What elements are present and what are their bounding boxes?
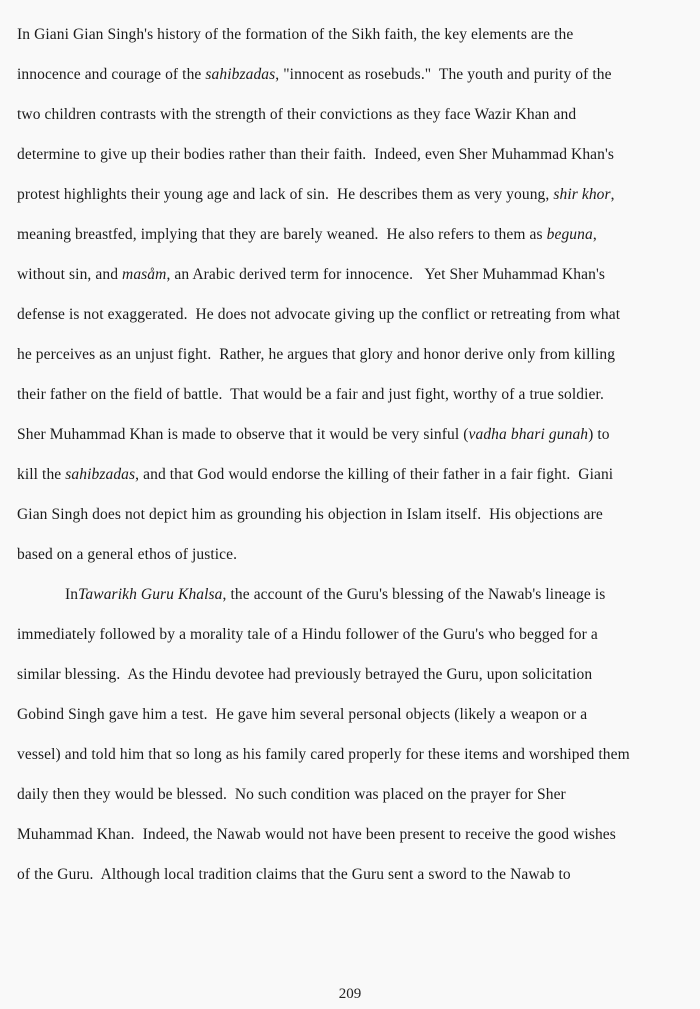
- text-line: [17, 215, 697, 255]
- text-line: [17, 615, 697, 655]
- text-line: [17, 855, 697, 895]
- text-run: In Giani Gian Singh's history of the formation of the Sikh faith, the key elements are the: [17, 26, 574, 43]
- text-run: , and that God would endorse the killing of their father in a fair fight. Giani: [135, 466, 614, 483]
- text-run: In: [65, 586, 79, 603]
- page-text: [17, 15, 697, 895]
- text-line: [17, 95, 697, 135]
- text-line: [17, 575, 697, 615]
- text-line: [17, 255, 697, 295]
- text-line: [17, 175, 697, 215]
- paragraph-2: [17, 575, 697, 895]
- text-line: [17, 535, 697, 575]
- text-line: [17, 495, 697, 535]
- text-line: [17, 55, 697, 95]
- text-run: ,: [610, 186, 615, 203]
- text-run: , the account of the Guru's blessing of the Nawab's lineage is: [222, 586, 606, 603]
- text-line: [17, 375, 697, 415]
- text-run: vessel) and told him that so long as his family cared properly for these items and worshiped them: [17, 746, 630, 763]
- text-run: ) to: [588, 426, 610, 443]
- text-run: determine to give up their bodies rather than their faith. Indeed, even Sher Muhammad Khan's: [17, 146, 615, 163]
- text-run: he perceives as an unjust fight. Rather, he argues that glory and honor derive only from killing: [17, 346, 616, 363]
- text-run: of the Guru. Although local tradition claims that the Guru sent a sword to the Nawab to: [17, 866, 571, 883]
- text-run: ,: [592, 226, 597, 243]
- text-line: [17, 135, 697, 175]
- text-run: their father on the field of battle. That would be a fair and just fight, worthy of a true soldier.: [17, 386, 604, 403]
- text-line: [17, 735, 697, 775]
- text-run: Muhammad Khan. Indeed, the Nawab would not have been present to receive the good wishes: [17, 826, 616, 843]
- text-line: [17, 335, 697, 375]
- italic-term: Tawarikh Guru Khalsa: [78, 586, 223, 603]
- text-run: without sin, and: [17, 266, 123, 283]
- text-run: Gian Singh does not depict him as grounding his objection in Islam itself. His objections are: [17, 506, 603, 523]
- text-run: kill the: [17, 466, 66, 483]
- text-line: [17, 415, 697, 455]
- text-run: based on a general ethos of justice.: [17, 546, 238, 563]
- text-run: Sher Muhammad Khan is made to observe that it would be very sinful (: [17, 426, 469, 443]
- italic-term: vadha bhari gunah: [468, 426, 589, 443]
- text-run: meaning breastfed, implying that they are barely weaned. He also refers to them as: [17, 226, 547, 243]
- text-run: , "innocent as rosebuds." The youth and purity of the: [275, 66, 612, 83]
- text-run: Gobind Singh gave him a test. He gave him several personal objects (likely a weapon or a: [17, 706, 588, 723]
- italic-term: beguna: [546, 226, 593, 243]
- italic-term: shir khor: [553, 186, 611, 203]
- text-run: daily then they would be blessed. No such condition was placed on the prayer for Sher: [17, 786, 566, 803]
- text-run: protest highlights their young age and lack of sin. He describes them as very young,: [17, 186, 554, 203]
- text-line: [17, 775, 697, 815]
- italic-term: sahibzadas: [65, 466, 136, 483]
- paragraph-1: [17, 15, 697, 575]
- text-run: similar blessing. As the Hindu devotee had previously betrayed the Guru, upon solicitation: [17, 666, 593, 683]
- text-line: [17, 815, 697, 855]
- text-line: [17, 695, 697, 735]
- text-run: innocence and courage of the: [17, 66, 206, 83]
- text-run: , an Arabic derived term for innocence. Yet Sher Muhammad Khan's: [166, 266, 605, 283]
- text-line: [17, 15, 697, 55]
- text-run: two children contrasts with the strength of their convictions as they face Wazir Khan and: [17, 106, 577, 123]
- text-line: [17, 455, 697, 495]
- text-line: [17, 655, 697, 695]
- page-number: 209: [338, 986, 362, 1002]
- italic-term: masåm: [122, 266, 167, 283]
- italic-term: sahibzadas: [205, 66, 276, 83]
- text-run: defense is not exaggerated. He does not advocate giving up the conflict or retreating from what: [17, 306, 621, 323]
- text-line: [17, 295, 697, 335]
- text-run: immediately followed by a morality tale of a Hindu follower of the Guru's who begged for a: [17, 626, 598, 643]
